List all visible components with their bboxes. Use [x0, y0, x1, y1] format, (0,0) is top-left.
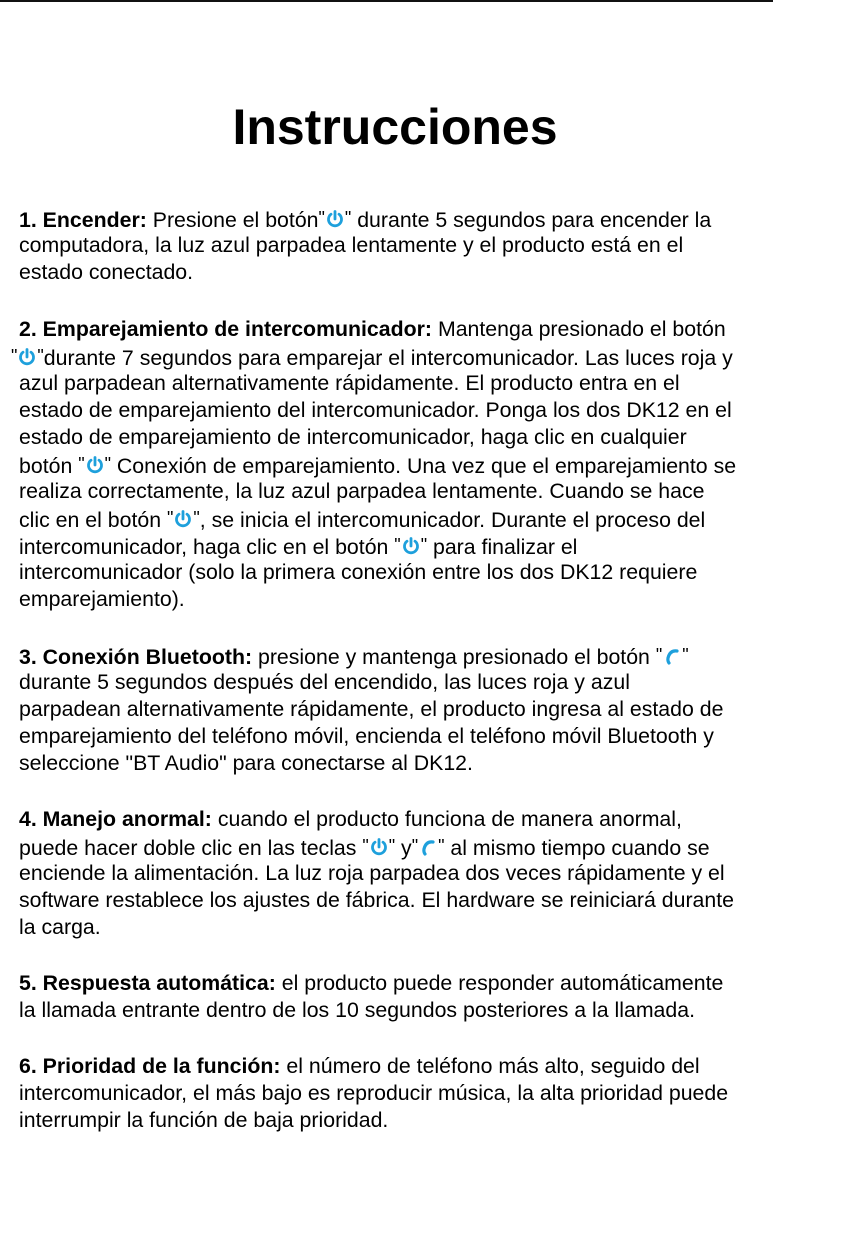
quote: "	[344, 208, 352, 228]
text-line	[19, 205, 711, 232]
text-line: parpadean alternativamente rápidamente, el producto ingresa al estado de	[19, 697, 724, 721]
quote: "	[411, 836, 419, 856]
text-line: azul parpadean alternativamente rápidamente. El producto entra en el	[19, 371, 680, 395]
text: intercomunicador, haga clic en el botón	[19, 535, 395, 559]
text-line	[19, 642, 723, 669]
text-line: estado de emparejamiento de intercomunicador, haga clic en cualquier	[19, 425, 687, 449]
section-label: 5. Respuesta automática:	[19, 971, 276, 995]
quote: "	[362, 836, 369, 856]
text: clic en el botón	[19, 508, 167, 532]
section-encender	[19, 205, 711, 286]
quote: "	[11, 346, 18, 366]
section-prioridad	[19, 1053, 728, 1134]
text: Mantenga presionado el botón	[432, 317, 726, 341]
text-line: interrumpir la función de baja prioridad.	[19, 1108, 389, 1132]
text-line: realiza correctamente, la luz azul parpadea lentamente. Cuando se hace	[19, 479, 705, 503]
phone-icon	[418, 837, 438, 857]
text-line: estado conectado.	[19, 260, 194, 284]
quote: "	[420, 535, 428, 555]
section-label: 6. Prioridad de la función:	[19, 1054, 281, 1078]
section-respuesta-automatica	[19, 970, 723, 1024]
power-icon	[173, 509, 193, 529]
text-line	[19, 806, 734, 833]
phone-icon	[662, 646, 682, 666]
text-line: intercomunicador (solo la primera conexión entre los dos DK12 requiere	[19, 560, 698, 584]
text-line: software restablece los ajustes de fábrica. El hardware se reiniciará durante	[19, 888, 734, 912]
section-label: 4. Manejo anormal:	[19, 807, 212, 831]
text: para finalizar el	[427, 535, 578, 559]
text-line	[19, 505, 736, 532]
section-label: 3. Conexión Bluetooth:	[19, 645, 253, 669]
text: y	[395, 836, 412, 860]
text: puede hacer doble clic en las teclas	[19, 836, 363, 860]
text-line: computadora, la luz azul parpadea lentamente y el producto está en el	[19, 233, 684, 257]
text-line	[19, 833, 734, 860]
section-bluetooth	[19, 642, 723, 777]
page-title: Instrucciones	[232, 99, 558, 155]
quote: "	[388, 836, 396, 856]
text-line	[19, 1053, 728, 1080]
quote: "	[167, 508, 174, 528]
text-line: durante 5 segundos después del encendido, las luces roja y azul	[19, 670, 630, 694]
text-line: emparejamiento).	[19, 587, 185, 611]
text-line: la llamada entrante dentro de los 10 segundos posteriores a la llamada.	[19, 998, 696, 1022]
text: durante 5 segundos para encender la	[351, 208, 712, 232]
text: al mismo tiempo cuando se	[444, 836, 710, 860]
power-icon	[369, 837, 389, 857]
text: , se inicia el intercomunicador. Durante el proceso del	[199, 508, 706, 532]
quote: "	[78, 454, 85, 474]
section-label: 2. Emparejamiento de intercomunicador:	[19, 317, 433, 341]
text-line: intercomunicador, el más bajo es reproducir música, la alta prioridad puede	[19, 1081, 729, 1105]
text: durante 7 segundos para emparejar el intercomunicador. Las luces roja y	[43, 346, 733, 370]
power-icon	[401, 536, 421, 556]
quote: "	[37, 346, 44, 366]
quote: "	[193, 508, 200, 528]
text: presione y mantenga presionado el botón	[252, 645, 656, 669]
top-rule	[0, 0, 773, 2]
text: el número de teléfono más alto, seguido del	[280, 1054, 700, 1078]
power-icon	[17, 347, 37, 367]
text-line	[11, 343, 736, 370]
quote: "	[318, 208, 325, 228]
text-line: seleccione "BT Audio" para conectarse al DK12.	[19, 751, 473, 775]
text-line	[19, 451, 736, 478]
text: Conexión de emparejamiento. Una vez que el emparejamiento se	[111, 454, 737, 478]
text-line: la carga.	[19, 915, 101, 939]
quote: "	[104, 454, 111, 474]
text: el producto puede responder automáticamente	[275, 971, 724, 995]
text-line: emparejamiento del teléfono móvil, encienda el teléfono móvil Bluetooth y	[19, 724, 714, 748]
section-label: 1. Encender:	[19, 208, 147, 232]
text: botón	[19, 454, 79, 478]
section-manejo-anormal	[19, 806, 734, 941]
quote: "	[682, 645, 689, 665]
power-icon	[85, 455, 105, 475]
text: cuando el producto funciona de manera anormal,	[211, 807, 682, 831]
text-line: enciende la alimentación. La luz roja parpadea dos veces rápidamente y el	[19, 861, 725, 885]
text-line	[19, 316, 736, 343]
section-emparejamiento	[11, 316, 737, 613]
power-icon	[325, 209, 345, 229]
quote: "	[438, 836, 445, 856]
text-line: estado de emparejamiento del intercomunicador. Ponga los dos DK12 en el	[19, 398, 732, 422]
quote: "	[394, 535, 401, 555]
text-line	[19, 970, 723, 997]
text-line	[19, 532, 736, 559]
text: Presione el botón	[146, 208, 319, 232]
quote: "	[655, 645, 663, 665]
